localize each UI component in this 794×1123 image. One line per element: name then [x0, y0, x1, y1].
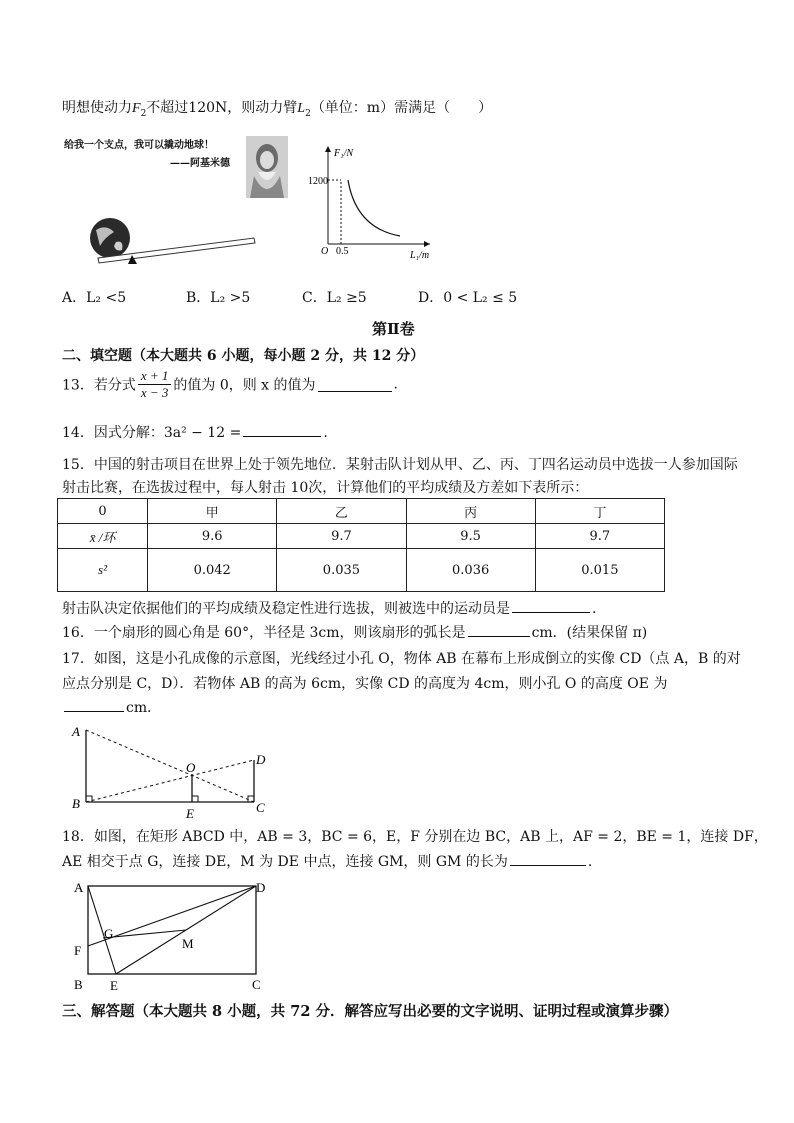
option-b[interactable]: B．L₂ >5 [186, 290, 251, 306]
label-A: A [72, 724, 80, 739]
graph-ylabel: F₁/N [334, 148, 354, 159]
table-cell: 9.7 [277, 524, 406, 549]
q15-line1: 15．中国的射击项目在世界上处于领先地位．某射击队计划从甲、乙、丙、丁四名运动员中选拔一人参加国际 [62, 457, 738, 473]
label-O: O [186, 760, 196, 775]
table-cell: 0.015 [535, 549, 664, 592]
table-cell: 0.036 [406, 549, 535, 592]
section3-heading: 三、解答题（本大题共 8 小题，共 72 分．解答应写出必要的文字说明、证明过程或演算步骤） [62, 1003, 678, 1020]
label-E: E [186, 806, 194, 821]
q17-answer-blank[interactable] [64, 697, 124, 712]
q12-stem: 明想使动力$F_2$不超过120N，则动力臂$L_2$（单位：m）需满足（ ） [62, 100, 493, 119]
graph-origin: O [321, 246, 329, 257]
q15-answer-blank[interactable] [512, 598, 590, 613]
table-cell: 9.7 [535, 524, 664, 549]
graph-xlabel: L₁/m [410, 250, 430, 261]
table-cell: 0.035 [277, 549, 406, 592]
label-E: E [110, 978, 118, 993]
table-cell: 0 [58, 499, 148, 524]
table-row [58, 524, 665, 549]
archimedes-portrait [246, 136, 288, 198]
q18-answer-blank[interactable] [510, 851, 586, 866]
table-cell: 丙 [406, 499, 535, 524]
q14-answer-blank[interactable] [243, 422, 321, 437]
lever-earth [82, 216, 262, 266]
table-header-row [58, 499, 665, 524]
graph-ytick: 1200 [308, 176, 328, 187]
table-cell: 9.6 [148, 524, 277, 549]
q13-answer-blank[interactable] [318, 377, 392, 392]
table-cell: s² [58, 549, 148, 592]
label-D: D [256, 880, 266, 895]
q13: 13．若分式 $\frac{x + 1}{x - 3}$ 的值为 0，则 x 的值为 . [62, 368, 398, 400]
quote-author: ——阿基米德 [170, 158, 230, 169]
section2-heading: 二、填空题（本大题共 6 小题，每小题 2 分，共 12 分） [62, 348, 425, 364]
q14: 14．因式分解：3a² − 12 = . [62, 422, 328, 442]
table-row [58, 549, 665, 592]
quote-text: 给我一个支点，我可以撬动地球！ [64, 140, 214, 151]
rectangle-diagram [66, 876, 278, 998]
label-C: C [252, 977, 261, 992]
q17-line3: cm． [62, 697, 161, 717]
q16-answer-blank[interactable] [468, 622, 530, 637]
label-B: B [74, 977, 83, 992]
q15-line2: 射击比赛，在选拔过程中，每人射击 10次，计算他们的平均成绩及方差如下表所示： [62, 480, 589, 496]
table-cell: x̄ /环 [58, 524, 148, 549]
pinhole-diagram [66, 722, 276, 822]
score-table [57, 498, 665, 592]
label-C: C [256, 800, 265, 815]
label-D: D [256, 752, 266, 767]
table-cell: 9.5 [406, 524, 535, 549]
q16: 16．一个扇形的圆心角是 60°，半径是 3cm，则该扇形的弧长是 cm．(结果保留 π) [62, 622, 647, 642]
q17-line1: 17．如图，这是小孔成像的示意图，光线经过小孔 O，物体 AB 在幕布上形成倒立的实像 CD（点 A，B 的对 [62, 651, 741, 667]
label-B: B [72, 796, 80, 811]
q18-line2: AE 相交于点 G，连接 DE，M 为 DE 中点，连接 GM，则 GM 的长为 . [62, 851, 592, 871]
q13-fraction: $\frac{x + 1}{x - 3}$ [138, 368, 172, 401]
graph-xtick: 0.5 [336, 246, 349, 257]
archimedes-illustration [62, 132, 262, 272]
force-arm-graph [308, 140, 436, 262]
table-cell: 乙 [277, 499, 406, 524]
label-G: G [104, 926, 114, 941]
label-M: M [182, 936, 194, 951]
label-F: F [74, 943, 82, 958]
table-cell: 丁 [535, 499, 664, 524]
q15-line3: 射击队决定依据他们的平均成绩及稳定性进行选拔，则被选中的运动员是 . [62, 598, 596, 618]
section2-title: 第Ⅱ卷 [372, 320, 415, 338]
q17-line2: 应点分别是 C，D）．若物体 AB 的高为 6cm，实像 CD 的高度为 4cm，则小孔 O 的高度 OE 为 [62, 676, 668, 692]
option-c[interactable]: C．L₂ ≥5 [302, 290, 367, 306]
table-cell: 0.042 [148, 549, 277, 592]
option-d[interactable]: D．0 < L₂ ≤ 5 [418, 290, 518, 306]
table-cell: 甲 [148, 499, 277, 524]
label-A: A [74, 880, 84, 895]
q18-line1: 18．如图，在矩形 ABCD 中，AB = 3，BC = 6，E，F 分别在边 BC，AB 上，AF = 2，BE = 1，连接 DF， [62, 829, 768, 845]
option-a[interactable]: A．L₂ <5 [62, 290, 127, 306]
